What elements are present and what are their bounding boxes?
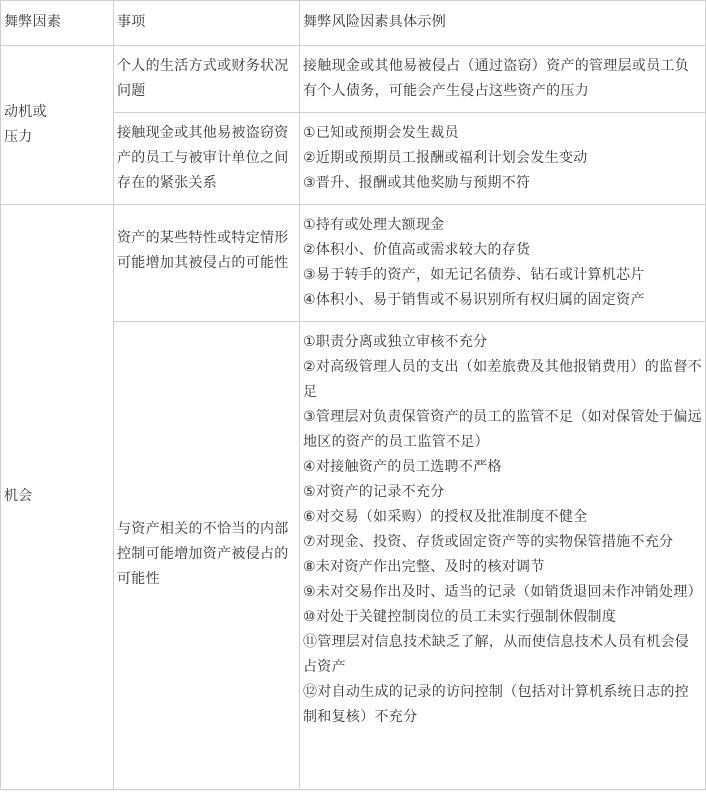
example-item: ③晋升、报酬或其他奖励与预期不符 — [303, 175, 531, 191]
table-border-motive-end — [0, 204, 706, 205]
example-item: ③管理层对负责保管资产的员工的监管不足（如对保管处于偏远地区的资产的员工监管不足） — [303, 409, 702, 450]
example-item: ⑥对交易（如采购）的授权及批准制度不健全 — [303, 509, 588, 525]
example-item: ⑩对处于关键控制岗位的员工未实行强制休假制度 — [303, 609, 617, 625]
item-inadequate-internal-control: 与资产相关的不恰当的内部控制可能增加资产被侵占的可能性 — [117, 521, 289, 587]
table-border-col2 — [299, 0, 300, 790]
group-motive-pressure: 动机或压力 — [4, 104, 47, 145]
table-border-col1 — [113, 0, 114, 790]
table-border-top — [0, 0, 706, 1]
item-asset-characteristics: 资产的某些特性或特定情形可能增加其被侵占的可能性 — [117, 230, 289, 271]
item-lifestyle-financial: 个人的生活方式或财务状况问题 — [117, 58, 289, 99]
example-item: ④对接触资产的员工选聘不严格 — [303, 459, 502, 475]
example-item: ①职责分离或独立审核不充分 — [303, 334, 488, 350]
example-item: ②体积小、价值高或需求较大的存货 — [303, 242, 531, 258]
example-item: 接触现金或其他易被侵占（通过盗窃）资产的管理层或员工负有个人债务，可能会产生侵占这些资产的压力 — [303, 58, 690, 99]
example-item: ①持有或处理大额现金 — [303, 217, 445, 233]
example-list — [303, 54, 702, 104]
example-item: ③易于转手的资产，如无记名债券、钻石或计算机芯片 — [303, 267, 645, 283]
item-tension-relationship: 接触现金或其他易被盗窃资产的员工与被审计单位之间存在的紧张关系 — [117, 125, 289, 191]
example-item: ②近期或预期员工报酬或福利计划会发生变动 — [303, 150, 588, 166]
example-item: ②对高级管理人员的支出（如差旅费及其他报销费用）的监督不足 — [303, 359, 702, 400]
table-border-motive-row1 — [113, 112, 706, 113]
example-item: ④体积小、易于销售或不易识别所有权归属的固定资产 — [303, 292, 645, 308]
example-list — [303, 213, 702, 313]
example-item: ⑨未对交易作出及时、适当的记录（如销货退回未作冲销处理） — [303, 584, 702, 600]
example-list — [303, 121, 702, 196]
example-item: ①已知或预期会发生裁员 — [303, 125, 459, 141]
table-border-header — [0, 45, 706, 46]
table-border-left — [0, 0, 1, 790]
example-item: ⑪管理层对信息技术缺乏了解，从而使信息技术人员有机会侵占资产 — [303, 634, 690, 675]
header-fraud-factor: 舞弊因素 — [4, 14, 62, 30]
example-item: ⑦对现金、投资、存货或固定资产等的实物保管措施不充分 — [303, 534, 674, 550]
table-border-opp-row1 — [113, 321, 706, 322]
header-item: 事项 — [117, 14, 146, 30]
example-item: ⑤对资产的记录不充分 — [303, 484, 445, 500]
group-opportunity: 机会 — [4, 488, 33, 504]
header-examples: 舞弊风险因素具体示例 — [303, 14, 446, 30]
example-list — [303, 330, 702, 730]
example-item: ⑫对自动生成的记录的访问控制（包括对计算机系统日志的控制和复核）不充分 — [303, 684, 690, 725]
example-item: ⑧未对资产作出完整、及时的核对调节 — [303, 559, 545, 575]
table-border-bottom — [0, 789, 706, 790]
